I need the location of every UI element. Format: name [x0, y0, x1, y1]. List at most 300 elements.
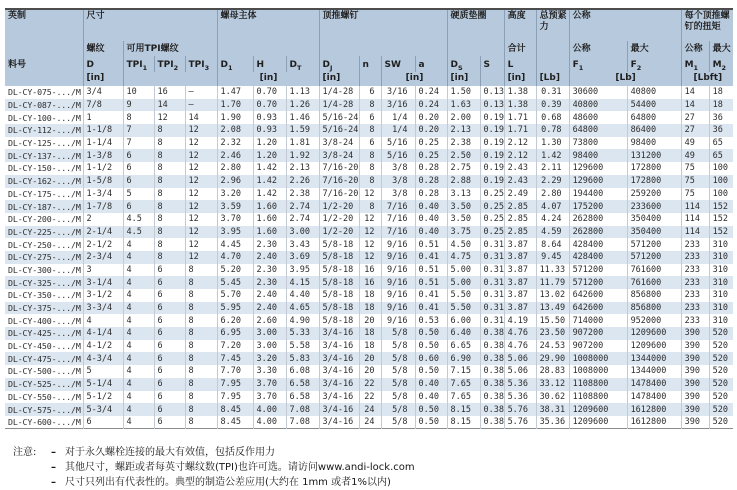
table-row	[5, 264, 733, 277]
cell-d: 1-1/4	[83, 137, 123, 150]
cell-tpi2: 6	[154, 289, 185, 302]
cell-d: 3/4	[83, 86, 123, 99]
cell-dt: 7.08	[286, 416, 319, 429]
cell-part: DL-CY-575-.../M	[8, 404, 81, 415]
cell-f2: 1209600	[627, 327, 681, 340]
cell-m1: 233	[681, 289, 709, 302]
cell-a: 0.51	[415, 276, 447, 289]
header-cell: SW	[381, 56, 415, 72]
header-cell: 合计	[504, 41, 536, 56]
cell-a: 0.40	[415, 213, 447, 226]
cell-l: 5.06	[504, 352, 536, 365]
cell-ds: 8.15	[447, 403, 480, 416]
cell-tpi1: 8	[123, 111, 154, 124]
header-cell: 最大	[627, 41, 681, 56]
cell-ds: 2.00	[447, 111, 480, 124]
cell-s: 0.38	[480, 365, 504, 378]
cell-tpi2: 6	[154, 352, 185, 365]
cell-wt: 9.45	[536, 251, 569, 264]
cell-m1: 233	[681, 276, 709, 289]
cell-m2: 100	[709, 162, 733, 175]
cell-f2: 1478400	[627, 378, 681, 391]
cell-dt: 2.74	[286, 200, 319, 213]
header-cell: [in]	[381, 72, 447, 86]
cell-h: 1.42	[253, 162, 286, 175]
cell-f2: 1209600	[627, 340, 681, 353]
cell-m1: 114	[681, 200, 709, 213]
cell-tpi3: 8	[185, 391, 217, 404]
cell-d1: 1.70	[217, 99, 253, 112]
cell-dt: 1.59	[286, 124, 319, 137]
cell-h: 1.60	[253, 226, 286, 239]
cell-part: DL-CY-250-.../M	[8, 239, 81, 250]
cell-d: 3	[83, 264, 123, 277]
cell-tpi1: 4	[123, 378, 154, 391]
cell-part: DL-CY-175-.../M	[8, 188, 81, 199]
cell-m1: 49	[681, 137, 709, 150]
header-cell	[123, 72, 217, 86]
cell-tpi3: 8	[185, 327, 217, 340]
cell-dt: 1.26	[286, 99, 319, 112]
cell-tpi2: 6	[154, 302, 185, 315]
table-row	[5, 416, 733, 429]
cell-ds: 7.15	[447, 365, 480, 378]
cell-m2: 18	[709, 86, 733, 99]
cell-dj: 3/4-16	[319, 365, 359, 378]
cell-f2: 40800	[627, 86, 681, 99]
cell-d: 2	[83, 213, 123, 226]
cell-ds: 1.63	[447, 99, 480, 112]
cell-tpi2: 6	[154, 264, 185, 277]
bullet-dash: –	[51, 477, 56, 489]
cell-d1: 5.95	[217, 302, 253, 315]
cell-f2: 131200	[627, 149, 681, 162]
cell-tpi3: 12	[185, 162, 217, 175]
cell-dj: 3/4-16	[319, 378, 359, 391]
cell-m2: 310	[709, 238, 733, 251]
cell-dt: 2.26	[286, 175, 319, 188]
cell-d1: 5.20	[217, 264, 253, 277]
cell-h: 3.30	[253, 365, 286, 378]
cell-tpi2: 6	[154, 327, 185, 340]
cell-tpi3: 8	[185, 352, 217, 365]
cell-wt: 13.49	[536, 302, 569, 315]
cell-h: 2.60	[253, 314, 286, 327]
header-cell: $F_2$	[627, 56, 681, 72]
cell-d: 6	[83, 416, 123, 429]
cell-d: 5-3/4	[83, 403, 123, 416]
cell-h: 4.00	[253, 403, 286, 416]
cell-n: 8	[359, 124, 381, 137]
cell-f1: 1108800	[569, 391, 627, 404]
cell-wt: 0.31	[536, 86, 569, 99]
cell-sw: 5/8	[381, 365, 415, 378]
cell-tpi1: 5	[123, 188, 154, 201]
cell-part: DL-CY-500-.../M	[8, 366, 81, 377]
cell-ds: 4.50	[447, 238, 480, 251]
cell-m2: 520	[709, 403, 733, 416]
cell-dj: 3/4-16	[319, 340, 359, 353]
cell-tpi2: 8	[154, 188, 185, 201]
cell-l: 5.36	[504, 391, 536, 404]
cell-h: 3.00	[253, 340, 286, 353]
header-cell: H	[253, 56, 286, 72]
cell-part: DL-CY-162-.../M	[8, 176, 81, 187]
cell-m2: 310	[709, 276, 733, 289]
cell-n: 18	[359, 340, 381, 353]
cell-a: 0.60	[415, 352, 447, 365]
cell-a: 0.24	[415, 86, 447, 99]
cell-h: 1.20	[253, 149, 286, 162]
cell-s: 0.25	[480, 188, 504, 201]
header-row	[5, 41, 733, 56]
cell-ds: 7.65	[447, 378, 480, 391]
cell-m2: 65	[709, 149, 733, 162]
header-row	[5, 56, 733, 72]
cell-m2: 520	[709, 352, 733, 365]
cell-tpi3: 8	[185, 302, 217, 315]
cell-s: 0.25	[480, 200, 504, 213]
cell-d: 5	[83, 365, 123, 378]
cell-d: 1-1/8	[83, 124, 123, 137]
cell-d1: 4.45	[217, 238, 253, 251]
cell-s: 0.19	[480, 124, 504, 137]
cell-s: 0.38	[480, 352, 504, 365]
cell-tpi3: 8	[185, 314, 217, 327]
cell-sw: 5/8	[381, 352, 415, 365]
cell-part: DL-CY-425-.../M	[8, 328, 81, 339]
cell-m2: 520	[709, 365, 733, 378]
cell-n: 20	[359, 365, 381, 378]
table-row	[5, 302, 733, 315]
cell-ds: 2.75	[447, 162, 480, 175]
table-row	[5, 99, 733, 112]
cell-l: 5.76	[504, 403, 536, 416]
header-cell: $D_T$	[286, 56, 319, 72]
cell-s: 0.13	[480, 99, 504, 112]
cell-dt: 7.08	[286, 403, 319, 416]
cell-s: 0.31	[480, 276, 504, 289]
table-row	[5, 403, 733, 416]
cell-s: 0.38	[480, 416, 504, 429]
table-row	[5, 289, 733, 302]
table-row	[5, 276, 733, 289]
cell-f2: 761600	[627, 264, 681, 277]
cell-ds: 1.50	[447, 86, 480, 99]
cell-ds: 7.65	[447, 391, 480, 404]
cell-sw: 9/16	[381, 276, 415, 289]
cell-dj: 5/8-18	[319, 276, 359, 289]
cell-f1: 714000	[569, 314, 627, 327]
cell-dt: 3.69	[286, 251, 319, 264]
cell-a: 0.40	[415, 391, 447, 404]
cell-tpi2: 6	[154, 391, 185, 404]
cell-dj: 3/4-16	[319, 327, 359, 340]
cell-d1: 3.20	[217, 188, 253, 201]
cell-tpi1: 4	[123, 416, 154, 429]
cell-wt: 11.79	[536, 276, 569, 289]
cell-sw: 3/8	[381, 162, 415, 175]
cell-n: 6	[359, 111, 381, 124]
cell-s: 0.31	[480, 314, 504, 327]
cell-tpi2: 16	[154, 86, 185, 99]
cell-tpi2: 6	[154, 416, 185, 429]
cell-a: 0.25	[415, 137, 447, 150]
cell-sw: 3/16	[381, 99, 415, 112]
header-cell: $M_2$	[709, 56, 733, 72]
cell-a: 0.50	[415, 403, 447, 416]
note-line	[51, 475, 415, 490]
cell-f1: 1209600	[569, 403, 627, 416]
cell-n: 12	[359, 188, 381, 201]
cell-l: 5.36	[504, 378, 536, 391]
cell-wt: 0.78	[536, 124, 569, 137]
cell-l: 4.19	[504, 314, 536, 327]
cell-tpi3: 8	[185, 264, 217, 277]
cell-dj: 5/16-24	[319, 111, 359, 124]
cell-f1: 30600	[569, 86, 627, 99]
cell-n: 6	[359, 86, 381, 99]
cell-a: 0.40	[415, 378, 447, 391]
cell-part: DL-CY-325-.../M	[8, 277, 81, 288]
cell-tpi1: 4	[123, 391, 154, 404]
cell-m2: 310	[709, 314, 733, 327]
cell-part: DL-CY-112-.../M	[8, 125, 81, 136]
cell-a: 0.28	[415, 162, 447, 175]
cell-h: 1.60	[253, 213, 286, 226]
cell-n: 20	[359, 314, 381, 327]
cell-dt: 2.38	[286, 188, 319, 201]
cell-f1: 907200	[569, 327, 627, 340]
cell-tpi2: 8	[154, 175, 185, 188]
cell-f1: 428400	[569, 251, 627, 264]
cell-wt: 33.12	[536, 378, 569, 391]
table-row	[5, 149, 733, 162]
cell-s: 0.19	[480, 111, 504, 124]
cell-n: 12	[359, 238, 381, 251]
cell-f2: 350400	[627, 226, 681, 239]
cell-m2: 36	[709, 111, 733, 124]
cell-wt: 2.11	[536, 162, 569, 175]
cell-tpi3: 12	[185, 238, 217, 251]
cell-ds: 6.90	[447, 352, 480, 365]
cell-l: 3.87	[504, 251, 536, 264]
cell-d: 1-3/8	[83, 149, 123, 162]
notes-label: 注意:	[13, 447, 37, 459]
cell-tpi2: 6	[154, 314, 185, 327]
cell-tpi2: 8	[154, 238, 185, 251]
cell-ds: 2.38	[447, 137, 480, 150]
cell-part: DL-CY-125-.../M	[8, 138, 81, 149]
cell-f1: 428400	[569, 238, 627, 251]
cell-m1: 390	[681, 416, 709, 429]
cell-f2: 1344000	[627, 365, 681, 378]
cell-l: 2.12	[504, 137, 536, 150]
cell-sw: 7/16	[381, 213, 415, 226]
bullet-dash: –	[51, 462, 56, 474]
cell-l: 3.87	[504, 238, 536, 251]
header-cell: L	[504, 56, 536, 72]
cell-a: 0.53	[415, 314, 447, 327]
cell-d1: 5.70	[217, 289, 253, 302]
cell-h: 3.20	[253, 352, 286, 365]
cell-n: 16	[359, 264, 381, 277]
cell-sw: 5/8	[381, 378, 415, 391]
cell-dj: 1/4-28	[319, 99, 359, 112]
cell-m1: 27	[681, 111, 709, 124]
cell-m1: 49	[681, 149, 709, 162]
cell-m1: 390	[681, 340, 709, 353]
cell-d: 5-1/2	[83, 391, 123, 404]
cell-h: 3.70	[253, 391, 286, 404]
table-row	[5, 340, 733, 353]
cell-f1: 194400	[569, 188, 627, 201]
cell-s: 0.31	[480, 264, 504, 277]
cell-wt: 4.24	[536, 213, 569, 226]
cell-dj: 5/16-24	[319, 124, 359, 137]
cell-sw: 3/8	[381, 175, 415, 188]
header-cell: D	[83, 56, 123, 72]
cell-a: 0.50	[415, 365, 447, 378]
cell-f2: 1344000	[627, 352, 681, 365]
cell-d: 5-1/4	[83, 378, 123, 391]
cell-tpi3: 8	[185, 365, 217, 378]
cell-dj: 1/2-20	[319, 200, 359, 213]
cell-wt: 1.42	[536, 149, 569, 162]
cell-m2: 520	[709, 391, 733, 404]
cell-tpi2: 6	[154, 365, 185, 378]
cell-f1: 262800	[569, 226, 627, 239]
cell-m2: 310	[709, 251, 733, 264]
cell-d: 2-1/4	[83, 226, 123, 239]
cell-d1: 5.45	[217, 276, 253, 289]
cell-dt: 5.83	[286, 352, 319, 365]
cell-part: DL-CY-475-.../M	[8, 353, 81, 364]
cell-sw: 9/16	[381, 238, 415, 251]
cell-f2: 233600	[627, 200, 681, 213]
cell-dt: 1.46	[286, 111, 319, 124]
cell-n: 24	[359, 416, 381, 429]
cell-part: DL-CY-150-.../M	[8, 163, 81, 174]
cell-a: 0.50	[415, 416, 447, 429]
cell-dt: 3.00	[286, 226, 319, 239]
cell-m1: 390	[681, 391, 709, 404]
header-cell: $TPI_3$	[185, 56, 217, 72]
cell-tpi1: 4.5	[123, 213, 154, 226]
header-cell: [in]	[504, 72, 536, 86]
header-cell	[359, 72, 381, 86]
cell-m1: 390	[681, 378, 709, 391]
cell-tpi2: 8	[154, 149, 185, 162]
header-cell: [Lb]	[536, 72, 569, 86]
cell-m2: 152	[709, 226, 733, 239]
cell-dt: 3.95	[286, 264, 319, 277]
cell-tpi1: 7	[123, 124, 154, 137]
cell-m2: 36	[709, 124, 733, 137]
header-cell: 高度	[504, 9, 536, 41]
cell-f2: 571200	[627, 238, 681, 251]
cell-m1: 75	[681, 188, 709, 201]
cell-part: DL-CY-525-.../M	[8, 379, 81, 390]
header-cell: 尺寸	[83, 9, 217, 41]
spec-table	[5, 8, 733, 429]
cell-tpi1: 4	[123, 365, 154, 378]
cell-d1: 7.45	[217, 352, 253, 365]
cell-m2: 310	[709, 289, 733, 302]
cell-ds: 8.15	[447, 416, 480, 429]
cell-m1: 14	[681, 99, 709, 112]
cell-a: 0.41	[415, 289, 447, 302]
cell-tpi3: 8	[185, 403, 217, 416]
header-cell: 硬质垫圈	[447, 9, 504, 41]
cell-tpi2: 6	[154, 276, 185, 289]
cell-dj: 3/4-16	[319, 391, 359, 404]
header-cell	[447, 41, 504, 56]
header-cell: [in]	[447, 72, 480, 86]
cell-tpi1: 4	[123, 352, 154, 365]
cell-dj: 5/8-18	[319, 264, 359, 277]
cell-m1: 75	[681, 162, 709, 175]
cell-tpi1: 4	[123, 327, 154, 340]
cell-f1: 1008000	[569, 365, 627, 378]
cell-h: 0.70	[253, 99, 286, 112]
cell-h: 2.40	[253, 289, 286, 302]
cell-d1: 2.08	[217, 124, 253, 137]
cell-wt: 0.39	[536, 99, 569, 112]
cell-f2: 856800	[627, 289, 681, 302]
cell-tpi3: 12	[185, 188, 217, 201]
cell-tpi1: 10	[123, 86, 154, 99]
cell-ds: 5.50	[447, 289, 480, 302]
cell-dt: 4.65	[286, 302, 319, 315]
cell-m1: 233	[681, 238, 709, 251]
cell-f1: 571200	[569, 276, 627, 289]
cell-sw: 7/16	[381, 226, 415, 239]
cell-tpi1: 4	[123, 403, 154, 416]
note-line	[51, 445, 415, 460]
cell-tpi1: 4	[123, 276, 154, 289]
cell-f2: 64800	[627, 111, 681, 124]
cell-d1: 4.70	[217, 251, 253, 264]
cell-m1: 390	[681, 403, 709, 416]
cell-a: 0.24	[415, 99, 447, 112]
cell-h: 2.30	[253, 238, 286, 251]
header-cell: 料号	[5, 56, 83, 72]
cell-m2: 520	[709, 416, 733, 429]
header-cell: [Lb]	[569, 72, 681, 86]
cell-m1: 390	[681, 352, 709, 365]
cell-dj: 3/4-16	[319, 403, 359, 416]
cell-n: 8	[359, 175, 381, 188]
cell-h: 1.42	[253, 188, 286, 201]
cell-d: 1-1/2	[83, 162, 123, 175]
cell-dt: 4.40	[286, 289, 319, 302]
header-cell: 公称	[681, 41, 709, 56]
cell-f2: 172800	[627, 162, 681, 175]
cell-sw: 5/8	[381, 391, 415, 404]
cell-a: 0.51	[415, 264, 447, 277]
table-row	[5, 238, 733, 251]
cell-h: 4.00	[253, 416, 286, 429]
cell-dj: 5/8-18	[319, 289, 359, 302]
cell-sw: 5/8	[381, 327, 415, 340]
cell-ds: 6.40	[447, 327, 480, 340]
cell-tpi1: 4	[123, 289, 154, 302]
cell-part: DL-CY-137-.../M	[8, 150, 81, 161]
cell-l: 3.87	[504, 276, 536, 289]
cell-m2: 18	[709, 99, 733, 112]
cell-n: 18	[359, 289, 381, 302]
